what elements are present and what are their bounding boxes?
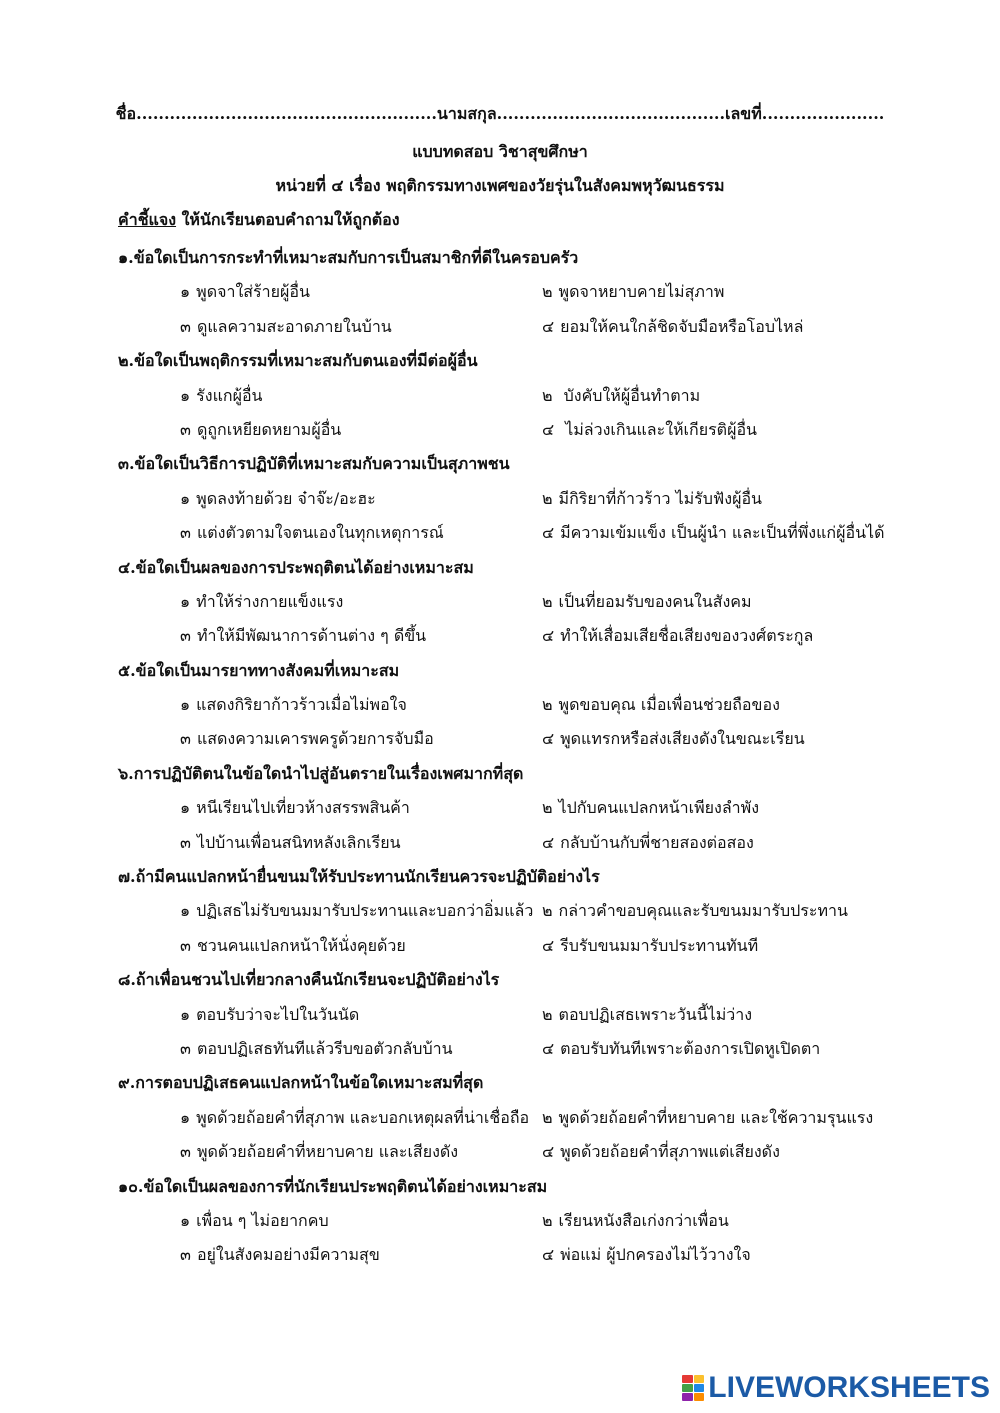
option-number: ๔ [542,1142,555,1162]
question-5 [118,654,938,757]
option-row [118,929,938,963]
question-text: ๔.ข้อใดเป็นผลของการประพฤติตนได้อย่างเหมาะสม [118,557,474,577]
option-number: ๓ [180,729,191,749]
answer-option[interactable] [542,413,757,447]
option-number: ๑ [180,695,191,715]
option-text: แต่งตัวตามใจตนเองในทุกเหตุการณ์ [196,523,444,543]
option-row [118,1032,938,1066]
question-text: ๒.ข้อใดเป็นพฤติกรรมที่เหมาะสมกับตนเองที่มีต่อผู้อื่น [118,351,478,371]
answer-option[interactable] [542,585,752,619]
option-row [118,826,938,860]
surname-field[interactable]: นามสกุล......................................... [436,104,726,123]
answer-option[interactable] [542,379,700,413]
answer-option[interactable] [180,413,341,447]
question-text: ๑๐.ข้อใดเป็นผลของการที่นักเรียนประพฤติตนได้อย่างเหมาะสม [118,1176,548,1196]
option-text: พ่อแม่ ผู้ปกครองไม่ไว้วางใจ [560,1245,751,1265]
answer-option[interactable] [542,516,884,550]
option-text: ดูถูกเหยียดหยามผู้อื่น [196,419,342,439]
name-field[interactable]: ชื่อ...................................................... [115,104,437,123]
option-number: ๑ [180,1004,191,1024]
option-text: ไปกับคนแปลกหน้าเพียงลำพัง [558,798,760,818]
option-text: ดูแลความสะอาดภายในบ้าน [196,316,392,336]
option-number: ๓ [180,523,191,543]
option-number: ๑ [180,488,191,508]
option-number: ๑ [180,385,191,405]
answer-option[interactable] [180,310,392,344]
option-text: ทำให้เสื่อมเสียชื่อเสียงของวงศ์ตระกูล [560,626,814,646]
option-text: แสดงความเคารพครูด้วยการจับมือ [196,729,434,749]
option-number: ๔ [542,316,555,336]
option-number: ๑ [180,1107,191,1127]
option-number: ๑ [180,798,191,818]
option-row [118,722,938,756]
option-text: เป็นที่ยอมรับของคนในสังคม [558,591,752,611]
question-text: ๕.ข้อใดเป็นมารยาททางสังคมที่เหมาะสม [118,660,400,680]
unit-title: หน่วยที่ ๔ เรื่อง พฤติกรรมทางเพศของวัยรุ่นในสังคมพหุวัฒนธรรม [275,176,725,195]
answer-option[interactable] [542,1204,729,1238]
answer-option[interactable] [180,791,410,825]
answer-option[interactable] [180,1238,380,1272]
answer-option[interactable] [180,929,406,963]
number-field[interactable]: เลขที่...................... [725,104,885,123]
option-text: พูดจาใส่ร้ายผู้อื่น [196,282,310,302]
answer-option[interactable] [542,826,754,860]
option-number: ๓ [180,832,191,852]
answer-option[interactable] [542,1101,873,1135]
answer-option[interactable] [180,379,262,413]
option-text: ปฏิเสธไม่รับขนมมารับประทานและบอกว่าอิ่มแล้ว [196,901,534,921]
question-10 [118,1170,938,1273]
option-text: พูดขอบคุณ เมื่อเพื่อนช่วยถือของ [558,695,780,715]
logo-icon-block [694,1384,705,1392]
instructions-label: คำชี้แจง [118,210,177,229]
option-number: ๓ [180,935,191,955]
option-text: ตอบปฏิเสธทันทีแล้วรีบขอตัวกลับบ้าน [196,1038,453,1058]
option-row [118,998,938,1032]
answer-option[interactable] [180,1032,453,1066]
option-text: บังคับให้ผู้อื่นทำตาม [558,385,701,405]
option-number: ๔ [542,523,555,543]
option-number: ๒ [542,695,553,715]
option-number: ๓ [180,1142,191,1162]
answer-option[interactable] [542,722,805,756]
option-row [118,1101,938,1135]
liveworksheets-logo-text: LIVEWORKSHEETS [708,1371,990,1404]
option-text: เรียนหนังสือเก่งกว่าเพื่อน [558,1210,729,1230]
option-number: ๔ [542,419,555,439]
option-row [118,619,938,653]
answer-option[interactable] [542,929,758,963]
option-number: ๒ [542,798,553,818]
option-number: ๓ [180,1245,191,1265]
test-title: แบบทดสอบ วิชาสุขศึกษา [412,142,588,161]
answer-option[interactable] [180,688,407,722]
answer-option[interactable] [542,1238,751,1272]
option-number: ๒ [542,1107,553,1127]
question-1 [118,241,938,344]
answer-option[interactable] [542,482,762,516]
answer-option[interactable] [542,275,724,309]
answer-option[interactable] [180,516,444,550]
answer-option[interactable] [542,619,813,653]
question-7 [118,860,938,963]
option-text: ยอมให้คนใกล้ชิดจับมือหรือโอบไหล่ [560,316,804,336]
logo-icon-block [694,1375,705,1383]
option-text: มีความเข้มแข็ง เป็นผู้นำ และเป็นที่พึ่งแก่ผู้อื่นได้ [560,523,885,543]
answer-option[interactable] [180,722,434,756]
option-number: ๔ [542,1038,555,1058]
option-number: ๔ [542,935,555,955]
option-number: ๔ [542,729,555,749]
option-row [118,516,938,550]
question-9 [118,1066,938,1169]
option-text: อยู่ในสังคมอย่างมีความสุข [196,1245,380,1265]
option-text: ตอบรับว่าจะไปในวันนัด [196,1004,360,1024]
student-info-line [0,102,1000,127]
question-8 [118,963,938,1066]
option-row [118,482,938,516]
question-text: ๘.ถ้าเพื่อนชวนไปเที่ยวกลางคืนนักเรียนจะปฏิบัติอย่างไร [118,970,500,990]
option-number: ๒ [542,385,553,405]
option-text: พูดจาหยาบคายไม่สุภาพ [558,282,725,302]
answer-option[interactable] [542,310,803,344]
option-text: ชวนคนแปลกหน้าให้นั่งคุยด้วย [196,935,406,955]
option-text: หนีเรียนไปเที่ยวห้างสรรพสินค้า [196,798,410,818]
option-text: กลับบ้านกับพี่ชายสองต่อสอง [560,832,754,852]
question-text: ๗.ถ้ามีคนแปลกหน้ายื่นขนมให้รับประทานนักเรียนควรจะปฏิบัติอย่างไร [118,867,600,887]
option-row [118,1238,938,1272]
answer-option[interactable] [180,619,426,653]
answer-option[interactable] [180,826,401,860]
option-number: ๒ [542,901,553,921]
question-text: ๙.การตอบปฏิเสธคนแปลกหน้าในข้อใดเหมาะสมที่สุด [118,1073,484,1093]
option-row [118,894,938,928]
answer-option[interactable] [180,998,359,1032]
option-row [118,688,938,722]
answer-option[interactable] [542,998,752,1032]
liveworksheets-logo-icon [682,1375,704,1401]
option-number: ๒ [542,282,553,302]
question-text: ๖.การปฏิบัติตนในข้อใดนำไปสู่อันตรายในเรื่องเพศมากที่สุด [118,763,524,783]
option-number: ๓ [180,1038,191,1058]
option-row [118,379,938,413]
option-number: ๒ [542,1210,553,1230]
answer-option[interactable] [180,894,533,928]
option-number: ๔ [542,626,555,646]
option-text: พูดแทรกหรือส่งเสียงดังในขณะเรียน [560,729,805,749]
option-text: พูดด้วยถ้อยคำที่สุภาพ และบอกเหตุผลที่น่าเชื่อถือ [196,1107,530,1127]
question-text: ๑.ข้อใดเป็นการกระทำที่เหมาะสมกับการเป็นสมาชิกที่ดีในครอบครัว [118,248,579,267]
option-number: ๑ [180,591,191,611]
question-list [118,241,938,1273]
option-text: ไปบ้านเพื่อนสนิทหลังเลิกเรียน [196,832,401,852]
option-text: พูดด้วยถ้อยคำที่หยาบคาย และเสียงดัง [196,1142,459,1162]
option-number: ๑ [180,282,191,302]
option-row [118,791,938,825]
liveworksheets-logo [682,1371,990,1405]
option-number: ๓ [180,626,191,646]
option-row [118,413,938,447]
option-number: ๑ [180,1210,191,1230]
logo-icon-block [682,1393,693,1401]
answer-option[interactable] [542,1135,780,1169]
option-text: รีบรับขนมมารับประทานทันที [560,935,759,955]
option-text: พูดด้วยถ้อยคำที่หยาบคาย และใช้ความรุนแรง [558,1107,874,1127]
answer-option[interactable] [542,688,780,722]
option-text: แสดงกิริยาก้าวร้าวเมื่อไม่พอใจ [196,695,407,715]
instructions [118,208,400,233]
option-number: ๒ [542,591,553,611]
option-number: ๓ [180,419,191,439]
question-2 [118,344,938,447]
question-4 [118,551,938,654]
question-3 [118,447,938,550]
option-text: พูดด้วยถ้อยคำที่สุภาพแต่เสียงดัง [560,1142,780,1162]
option-text: ตอบปฏิเสธเพราะวันนี้ไม่ว่าง [558,1004,753,1024]
answer-option[interactable] [180,585,343,619]
option-text: ตอบรับทันทีเพราะต้องการเปิดหูเปิดตา [560,1038,821,1058]
option-row [118,1135,938,1169]
option-row [118,585,938,619]
option-number: ๔ [542,832,555,852]
option-number: ๔ [542,1245,555,1265]
logo-icon-block [682,1375,693,1383]
logo-icon-block [694,1393,705,1401]
answer-option[interactable] [542,894,848,928]
option-text: เพื่อน ๆ ไม่อยากคบ [196,1210,329,1230]
answer-option[interactable] [542,1032,820,1066]
option-number: ๓ [180,316,191,336]
option-number: ๒ [542,488,553,508]
option-row [118,310,938,344]
option-number: ๒ [542,1004,553,1024]
answer-option[interactable] [180,1101,529,1135]
option-text: มีกิริยาที่ก้าวร้าว ไม่รับฟังผู้อื่น [558,488,762,508]
option-row [118,1204,938,1238]
answer-option[interactable] [180,1135,458,1169]
answer-option[interactable] [180,482,376,516]
question-text: ๓.ข้อใดเป็นวิธีการปฏิบัติที่เหมาะสมกับความเป็นสุภาพชน [118,454,510,474]
option-text: กล่าวคำขอบคุณและรับขนมมารับประทาน [558,901,848,921]
answer-option[interactable] [180,1204,329,1238]
option-text: ทำให้มีพัฒนาการด้านต่าง ๆ ดีขึ้น [196,626,427,646]
question-6 [118,757,938,860]
option-number: ๑ [180,901,191,921]
option-row [118,275,938,309]
answer-option[interactable] [542,791,759,825]
answer-option[interactable] [180,275,310,309]
option-text: พูดลงท้ายด้วย จ๋าจ๊ะ/อะฮะ [196,488,376,508]
logo-icon-block [682,1384,693,1392]
instructions-text: ให้นักเรียนตอบคำถามให้ถูกต้อง [176,210,400,229]
option-text: รังแกผู้อื่น [196,385,263,405]
option-text: ทำให้ร่างกายแข็งแรง [196,591,344,611]
option-text: ไม่ล่วงเกินและให้เกียรติผู้อื่น [560,419,757,439]
